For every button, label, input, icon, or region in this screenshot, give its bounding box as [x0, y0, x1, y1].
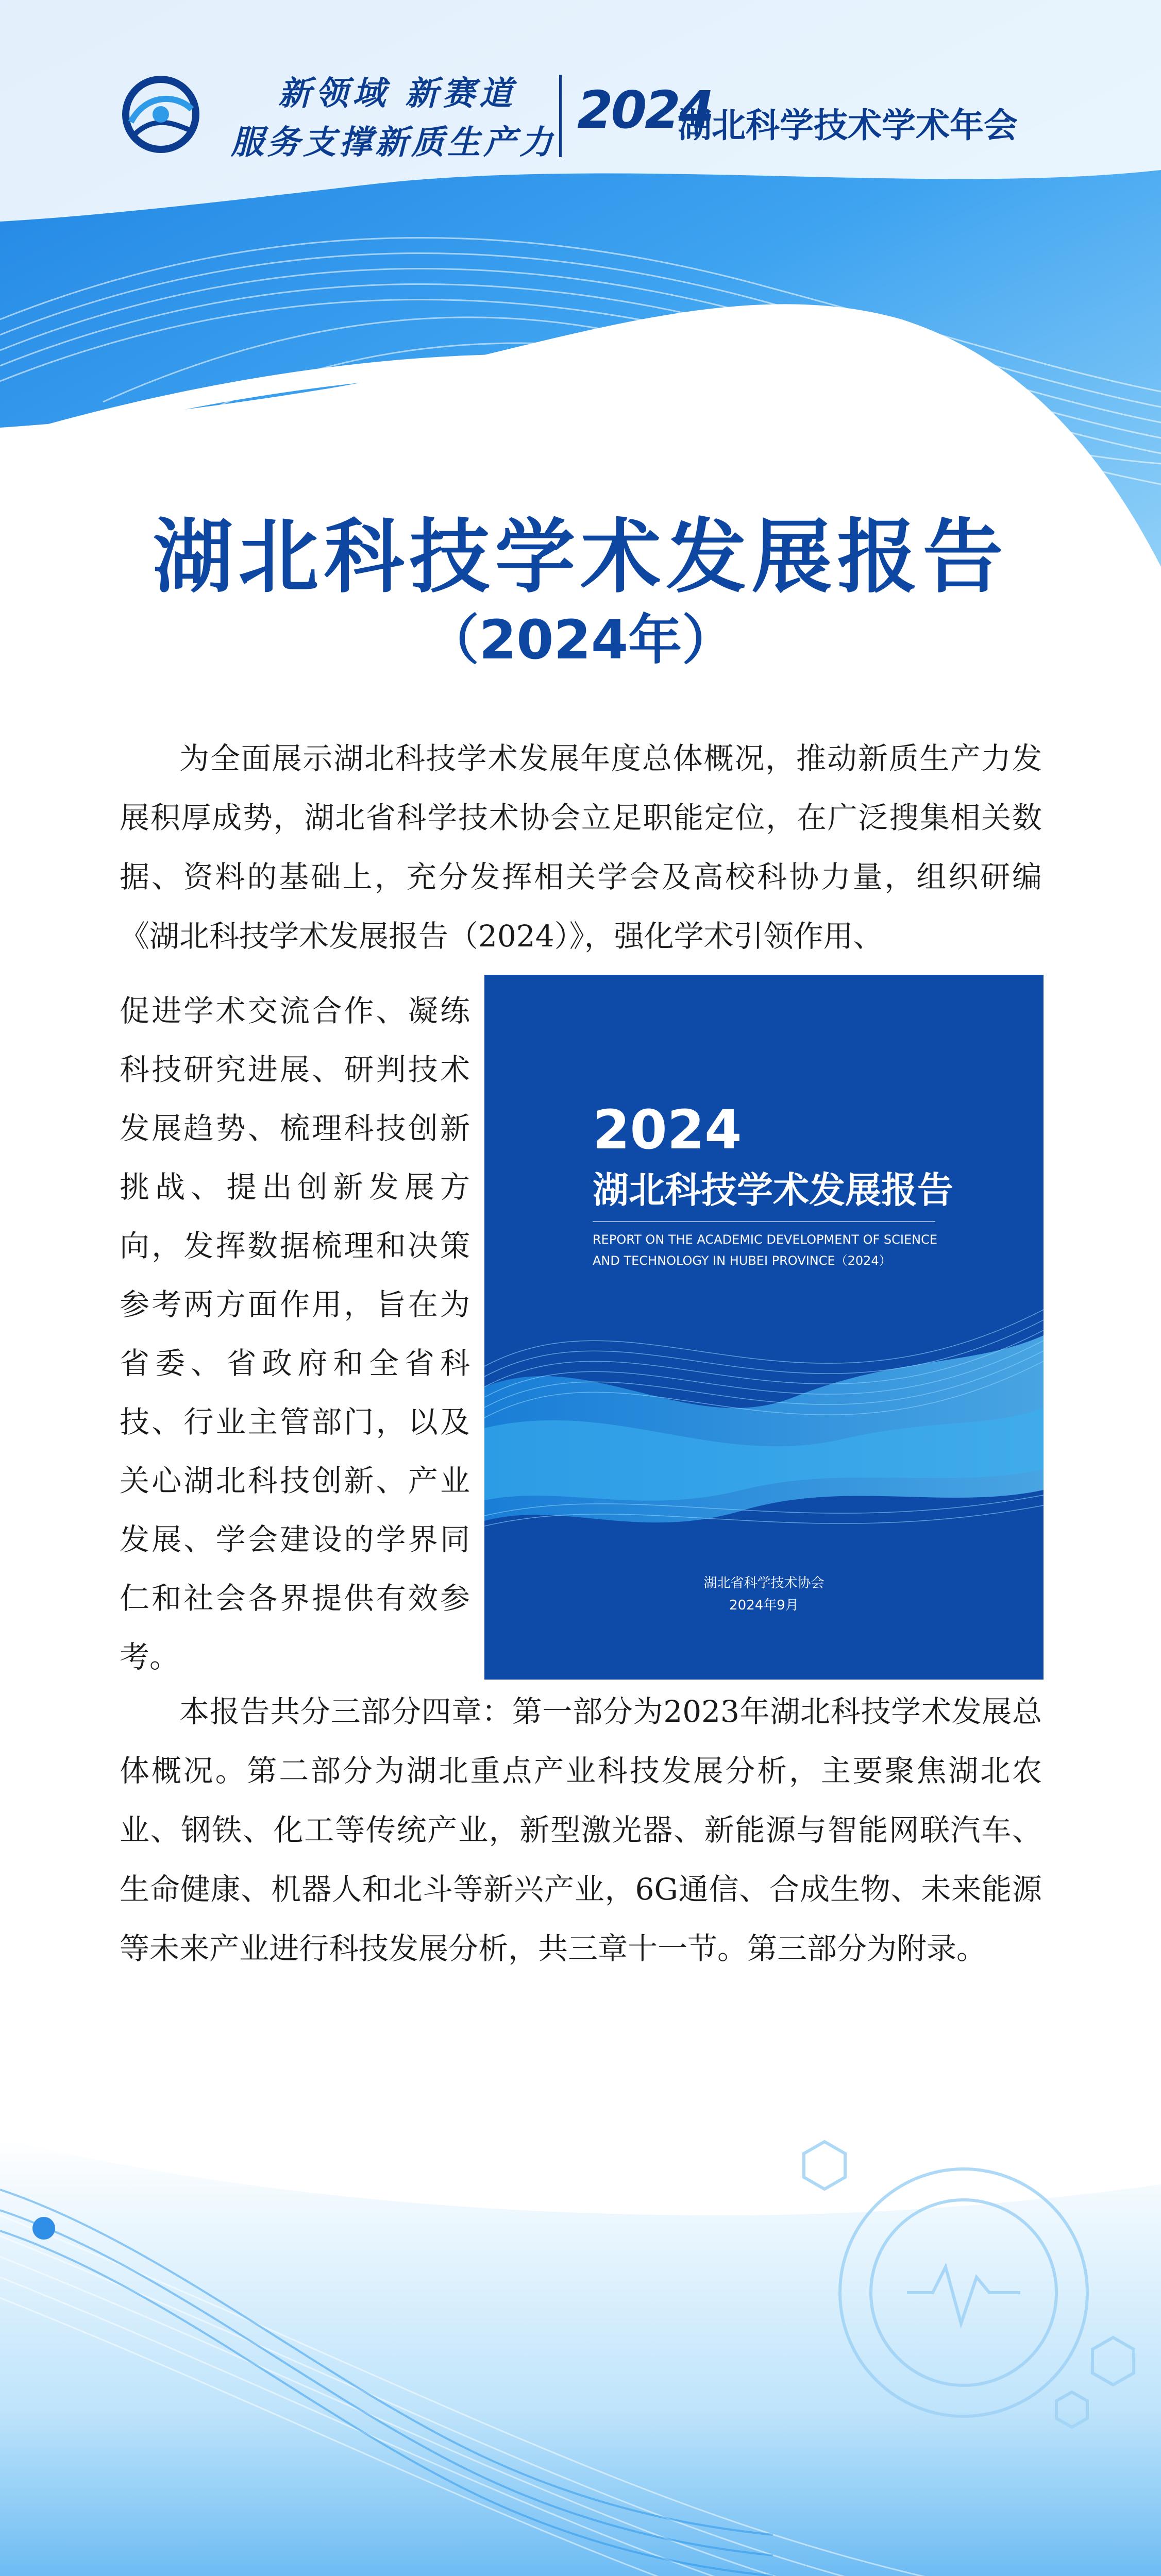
page-subtitle: （2024年） [425, 608, 736, 671]
bottom-scene [0, 2138, 1161, 2576]
report-cover-image [484, 975, 1044, 1680]
header-divider [559, 75, 562, 157]
slogan-line-1: 新领域 新赛道 [278, 74, 517, 113]
conference-name: 湖北科学技术学术年会 [678, 106, 1018, 145]
intro-paragraph-continued: 促进学术交流合作、凝练科技研究进展、研判技术发展趋势、梳理科技创新挑战、提出创新发展方向，发挥数据梳理和决策参考两方面作用，旨在为省委、省政府和全省科技、行业主管部门，以及关心湖北科技创新、产业发展、学会建设的学界同仁和社会各界提供有效参考。 [120, 993, 470, 1674]
slogan-line-2: 服务支撑新质生产力 [231, 123, 556, 162]
page-title: 湖北科技学术发展报告 [153, 510, 1008, 604]
cover-english-title-line-1: REPORT ON THE ACADEMIC DEVELOPMENT OF SCIENCE [593, 1232, 938, 1247]
cover-title: 湖北科技学术发展报告 [593, 1168, 953, 1211]
conference-year: 2024 [577, 80, 713, 140]
cover-divider [593, 1221, 935, 1222]
cover-publisher: 湖北省科学技术协会 [703, 1575, 825, 1591]
cover-english-title-line-2: AND TECHNOLOGY IN HUBEI PROVINCE（2024） [593, 1253, 891, 1268]
structure-paragraph: 本报告共分三部分四章：第一部分为2023年湖北科技学术发展总体概况。第二部分为湖北重点产业科技发展分析，主要聚焦湖北农业、钢铁、化工等传统产业，新型激光器、新能源与智能网联汽车、生命健康、机器人和北斗等新兴产业，6G通信、合成生物、未来能源等未来产业进行科技发展分析，共三章十一节。第三部分为附录。 [120, 1694, 1042, 1966]
cover-year: 2024 [593, 1098, 742, 1161]
association-logo-icon [120, 73, 202, 156]
intro-paragraph: 为全面展示湖北科技学术发展年度总体概况，推动新质生产力发展积厚成势，湖北省科学技术协会立足职能定位，在广泛搜集相关数据、资料的基础上，充分发挥相关学会及高校科协力量，组织研编《湖北科技学术发展报告（2024）》，强化学术引领作用、 [120, 741, 1042, 954]
cover-date: 2024年9月 [729, 1598, 799, 1613]
